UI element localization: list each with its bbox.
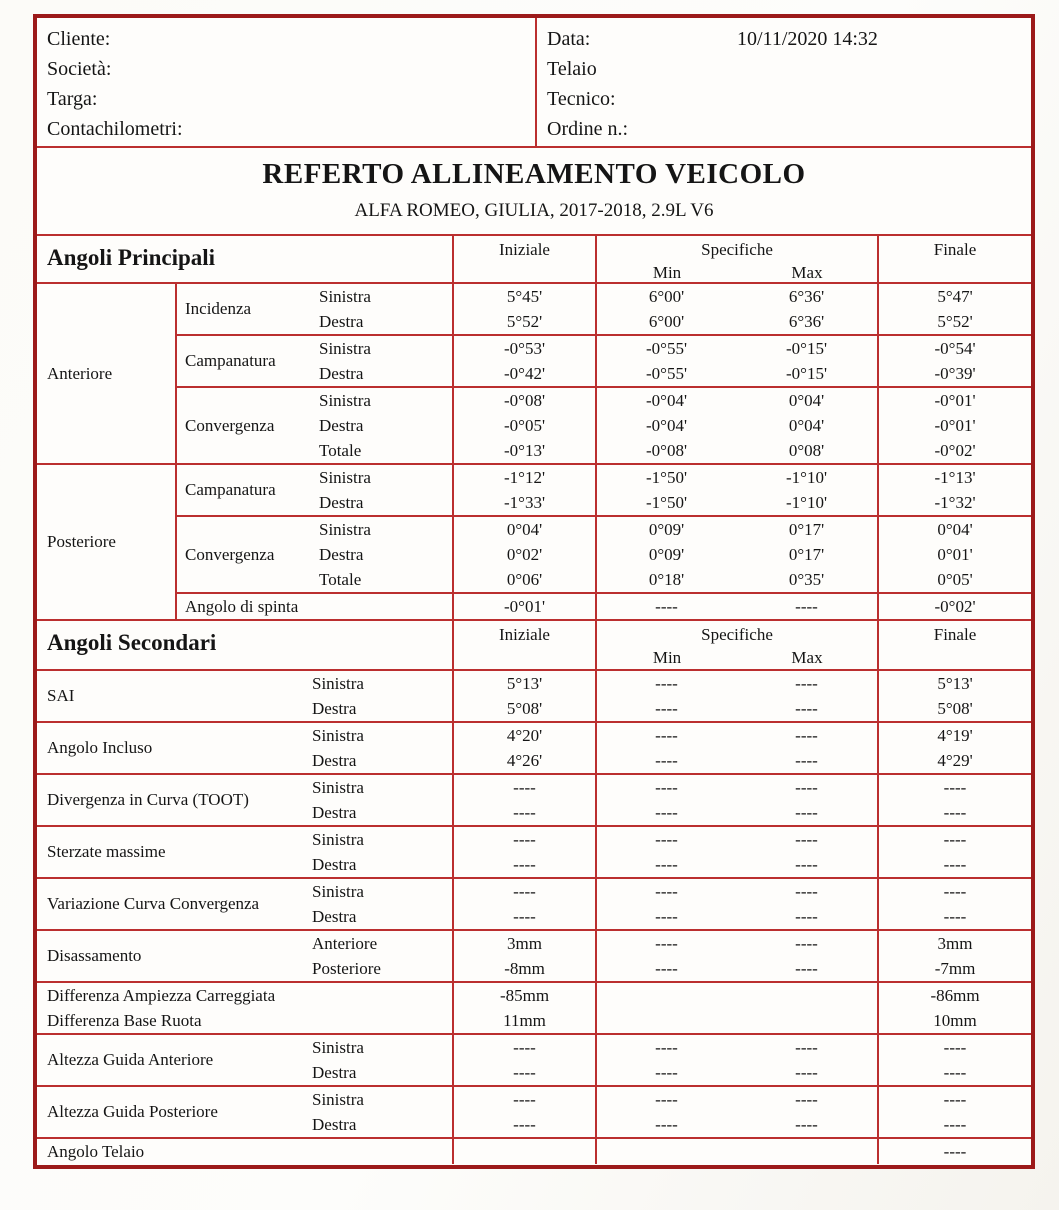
value-max: ---- <box>795 882 818 901</box>
group-disassamento <box>37 929 1031 981</box>
side-label: Sinistra <box>319 390 371 410</box>
value-min: ---- <box>595 748 736 773</box>
group-altezza-guida-anteriore <box>37 1033 1031 1085</box>
value-max: 6°36' <box>788 312 825 331</box>
field-targa: Targa: <box>47 88 98 110</box>
value-max: -1°10' <box>785 493 828 512</box>
value-finale: -0°02' <box>877 594 1031 619</box>
value-iniziale: -8mm <box>452 956 595 981</box>
side-label: Destra <box>312 750 357 770</box>
group-campanatura-ant <box>177 334 1031 386</box>
header-block <box>37 18 1031 148</box>
field-telaio-label: Telaio <box>547 58 597 80</box>
value-finale: -7mm <box>877 956 1031 981</box>
value-min: 0°09' <box>595 517 736 542</box>
side-label: Sinistra <box>319 338 371 358</box>
value-finale: -0°01' <box>877 413 1031 438</box>
value-iniziale: ---- <box>452 1112 595 1137</box>
side-label: Destra <box>312 1114 357 1134</box>
column-header-specifiche <box>595 621 877 669</box>
value-iniziale: ---- <box>452 904 595 929</box>
value-iniziale: 0°04' <box>452 517 595 542</box>
side-label: Anteriore <box>312 933 378 953</box>
min-max-subheader <box>597 263 877 283</box>
specifiche-empty-cell <box>595 983 877 1033</box>
value-max: ---- <box>795 726 818 745</box>
value-iniziale: 5°13' <box>452 671 595 696</box>
column-header-min: Min <box>652 648 682 667</box>
value-finale: -1°32' <box>877 490 1031 515</box>
report-sheet <box>33 14 1035 1169</box>
side-label: Destra <box>312 1062 357 1082</box>
group-convergenza-post <box>177 515 1031 592</box>
value-iniziale: ---- <box>452 879 595 904</box>
value-min: ---- <box>595 827 736 852</box>
value-max: 0°04' <box>788 416 825 435</box>
column-header-specifiche <box>595 236 877 283</box>
value-max: 0°35' <box>788 570 825 589</box>
group-convergenza-ant <box>177 386 1031 463</box>
value-finale: 4°29' <box>877 748 1031 773</box>
value-finale: 5°52' <box>877 309 1031 334</box>
value-iniziale <box>452 1139 595 1164</box>
value-finale: -0°01' <box>877 388 1031 413</box>
row-label: Disassamento <box>47 946 142 965</box>
value-iniziale: -0°53' <box>452 336 595 361</box>
angle-label: Campanatura <box>185 351 276 370</box>
value-min: -0°55' <box>595 336 736 361</box>
value-min: ---- <box>595 696 736 721</box>
value-iniziale: 11mm <box>452 1008 595 1033</box>
value-finale: 0°04' <box>877 517 1031 542</box>
value-iniziale: -0°08' <box>452 388 595 413</box>
value-max: ---- <box>795 803 818 822</box>
value-max: ---- <box>795 597 818 616</box>
side-label: Totale <box>319 569 362 589</box>
value-finale: ---- <box>877 1139 1031 1164</box>
area-label-posteriore: Posteriore <box>37 465 177 619</box>
value-max: -0°15' <box>785 364 828 383</box>
posteriore-area <box>37 463 1031 619</box>
value-finale: 10mm <box>877 1008 1031 1033</box>
field-data-label: Data: <box>547 28 591 50</box>
value-max: ---- <box>795 778 818 797</box>
angle-label: Convergenza <box>185 544 275 564</box>
row-label: Divergenza in Curva (TOOT) <box>47 790 249 809</box>
value-min: -0°04' <box>595 388 736 413</box>
value-max: 0°17' <box>788 520 825 539</box>
field-contachilometri: Contachilometri: <box>47 118 183 140</box>
value-finale: -0°02' <box>877 438 1031 463</box>
value-iniziale: ---- <box>452 852 595 877</box>
value-min: -0°08' <box>595 438 736 463</box>
row-label: Altezza Guida Anteriore <box>47 1050 214 1069</box>
angle-label: Campanatura <box>185 480 276 499</box>
min-max-subheader <box>597 648 877 668</box>
value-min: ---- <box>595 1112 736 1137</box>
value-min: ---- <box>595 594 736 619</box>
side-label: Destra <box>319 311 364 331</box>
column-header-max: Max <box>791 263 823 282</box>
value-min: ---- <box>595 879 736 904</box>
value-iniziale: ---- <box>452 1060 595 1085</box>
value-max: ---- <box>795 934 818 953</box>
side-label: Sinistra <box>319 286 371 306</box>
value-max: ---- <box>795 674 818 693</box>
group-divergenza-toot <box>37 773 1031 825</box>
value-max: ---- <box>795 751 818 770</box>
group-angolo-incluso <box>37 721 1031 773</box>
value-iniziale: 5°45' <box>452 284 595 309</box>
value-min: ---- <box>595 671 736 696</box>
title-block <box>37 148 1031 236</box>
field-ordine <box>547 114 1031 144</box>
value-max: ---- <box>795 855 818 874</box>
value-max: ---- <box>795 830 818 849</box>
group-angolo-di-spinta <box>177 592 1031 619</box>
value-max: ---- <box>795 959 818 978</box>
value-min: ---- <box>595 931 736 956</box>
value-iniziale: -1°33' <box>452 490 595 515</box>
value-max: 0°08' <box>788 441 825 460</box>
value-min: ---- <box>595 1060 736 1085</box>
side-label: Destra <box>312 802 357 822</box>
column-header-finale: Finale <box>877 236 1031 283</box>
value-max: ---- <box>795 1090 818 1109</box>
angle-label: Convergenza <box>185 415 275 435</box>
value-finale: 5°08' <box>877 696 1031 721</box>
value-min: ---- <box>595 1035 736 1060</box>
value-iniziale: -0°13' <box>452 438 595 463</box>
group-incidenza <box>177 284 1031 334</box>
value-finale: ---- <box>877 775 1031 800</box>
row-label: Differenza Ampiezza Carreggiata <box>47 985 276 1005</box>
field-tecnico-label: Tecnico: <box>547 88 616 110</box>
value-min: 0°18' <box>595 567 736 592</box>
secondari-section-title: Angoli Secondari <box>47 630 217 655</box>
value-min: ---- <box>595 800 736 825</box>
value-finale: 0°01' <box>877 542 1031 567</box>
value-iniziale: 4°20' <box>452 723 595 748</box>
value-iniziale: 5°08' <box>452 696 595 721</box>
value-iniziale: ---- <box>452 827 595 852</box>
value-max: ---- <box>795 907 818 926</box>
side-label: Destra <box>312 906 357 926</box>
value-finale: ---- <box>877 879 1031 904</box>
group-campanatura-post <box>177 465 1031 515</box>
value-min: ---- <box>595 1087 736 1112</box>
field-ordine-value <box>737 114 1031 144</box>
value-finale: 4°19' <box>877 723 1031 748</box>
area-label-anteriore: Anteriore <box>37 284 177 463</box>
value-min: ---- <box>595 723 736 748</box>
value-max: 0°04' <box>788 391 825 410</box>
row-label: Differenza Base Ruota <box>47 1010 202 1030</box>
value-iniziale: -0°05' <box>452 413 595 438</box>
value-min: ---- <box>595 852 736 877</box>
value-min: -1°50' <box>595 465 736 490</box>
side-label: Destra <box>312 854 357 874</box>
column-header-finale: Finale <box>877 621 1031 669</box>
field-ordine-label: Ordine n.: <box>547 118 629 140</box>
column-header-max: Max <box>791 648 823 667</box>
value-finale: -86mm <box>877 983 1031 1008</box>
value-finale: 3mm <box>877 931 1031 956</box>
value-min: -0°04' <box>595 413 736 438</box>
value-finale: ---- <box>877 1112 1031 1137</box>
value-iniziale: ---- <box>452 775 595 800</box>
value-finale: ---- <box>877 1035 1031 1060</box>
posteriore-groups <box>177 465 1031 619</box>
value-iniziale: -0°01' <box>452 594 595 619</box>
group-angolo-telaio <box>37 1137 1031 1164</box>
value-max: ---- <box>795 699 818 718</box>
group-differenze <box>37 981 1031 1033</box>
side-label: Sinistra <box>312 777 364 797</box>
value-iniziale: 0°06' <box>452 567 595 592</box>
row-label: Variazione Curva Convergenza <box>47 894 260 913</box>
side-label: Sinistra <box>312 829 364 849</box>
value-finale: ---- <box>877 1087 1031 1112</box>
value-finale: -1°13' <box>877 465 1031 490</box>
value-min: 6°00' <box>595 284 736 309</box>
value-iniziale: ---- <box>452 1035 595 1060</box>
side-label: Sinistra <box>319 467 371 487</box>
row-label: Altezza Guida Posteriore <box>47 1102 218 1121</box>
anteriore-area <box>37 284 1031 463</box>
side-label: Destra <box>312 698 357 718</box>
field-telaio-value <box>737 54 1031 84</box>
group-sai <box>37 671 1031 721</box>
value-iniziale: ---- <box>452 1087 595 1112</box>
group-sterzate-massime <box>37 825 1031 877</box>
principali-header-row <box>37 236 1031 284</box>
side-label: Sinistra <box>312 1037 364 1057</box>
field-societa: Società: <box>47 58 112 80</box>
side-label: Sinistra <box>312 673 364 693</box>
value-max: ---- <box>795 1038 818 1057</box>
document-title: REFERTO ALLINEAMENTO VEICOLO <box>262 158 806 190</box>
side-label: Sinistra <box>312 725 364 745</box>
angle-label: Angolo di spinta <box>185 596 299 616</box>
field-tecnico <box>547 84 1031 114</box>
value-iniziale: -0°42' <box>452 361 595 386</box>
value-iniziale: 0°02' <box>452 542 595 567</box>
value-max: ---- <box>795 1063 818 1082</box>
value-min: ---- <box>595 775 736 800</box>
field-tecnico-value <box>737 84 1031 114</box>
row-label: Angolo Incluso <box>47 738 153 757</box>
value-iniziale: 5°52' <box>452 309 595 334</box>
side-label: Totale <box>319 440 362 460</box>
field-data <box>547 24 1031 54</box>
value-min: ---- <box>595 956 736 981</box>
row-label: Angolo Telaio <box>47 1141 145 1161</box>
value-finale: 0°05' <box>877 567 1031 592</box>
value-max: 0°17' <box>788 545 825 564</box>
side-label: Destra <box>319 415 364 435</box>
angle-label: Incidenza <box>185 299 252 318</box>
side-label: Sinistra <box>312 881 364 901</box>
specifiche-empty-cell <box>595 1139 877 1164</box>
value-min: 0°09' <box>595 542 736 567</box>
column-header-iniziale: Iniziale <box>452 236 595 283</box>
vehicle-subtitle: ALFA ROMEO, GIULIA, 2017-2018, 2.9L V6 <box>354 200 714 221</box>
value-iniziale: 4°26' <box>452 748 595 773</box>
group-variazione-curva <box>37 877 1031 929</box>
value-iniziale: -1°12' <box>452 465 595 490</box>
side-label: Sinistra <box>312 1089 364 1109</box>
value-finale: ---- <box>877 852 1031 877</box>
value-min: 6°00' <box>595 309 736 334</box>
side-label: Destra <box>319 363 364 383</box>
value-min: ---- <box>595 904 736 929</box>
anteriore-groups <box>177 284 1031 463</box>
value-iniziale: -85mm <box>452 983 595 1008</box>
value-finale: ---- <box>877 1060 1031 1085</box>
value-max: ---- <box>795 1115 818 1134</box>
value-max: -1°10' <box>785 468 828 487</box>
value-min: -0°55' <box>595 361 736 386</box>
row-label: Sterzate massime <box>47 842 166 861</box>
side-label: Destra <box>319 544 364 564</box>
row-label: SAI <box>47 686 75 705</box>
field-data-value: 10/11/2020 14:32 <box>737 28 878 50</box>
principali-section-title: Angoli Principali <box>47 245 216 270</box>
value-max: 6°36' <box>788 287 825 306</box>
secondari-header-row <box>37 619 1031 671</box>
value-iniziale: 3mm <box>452 931 595 956</box>
value-max: -0°15' <box>785 339 828 358</box>
value-finale: ---- <box>877 904 1031 929</box>
value-finale: 5°13' <box>877 671 1031 696</box>
value-finale: 5°47' <box>877 284 1031 309</box>
specifiche-label: Specifiche <box>701 240 773 259</box>
header-right <box>535 18 1031 146</box>
side-label: Sinistra <box>319 519 371 539</box>
value-iniziale: ---- <box>452 800 595 825</box>
specifiche-label: Specifiche <box>701 625 773 644</box>
side-label: Destra <box>319 492 364 512</box>
value-finale: -0°54' <box>877 336 1031 361</box>
field-telaio <box>547 54 1031 84</box>
column-header-iniziale: Iniziale <box>452 621 595 669</box>
value-finale: ---- <box>877 827 1031 852</box>
side-label: Posteriore <box>312 958 381 978</box>
value-finale: -0°39' <box>877 361 1031 386</box>
secondari-blocks <box>37 671 1031 1164</box>
group-altezza-guida-posteriore <box>37 1085 1031 1137</box>
value-min: -1°50' <box>595 490 736 515</box>
value-finale: ---- <box>877 800 1031 825</box>
field-cliente: Cliente: <box>47 28 111 50</box>
header-left <box>37 18 535 146</box>
column-header-min: Min <box>652 263 682 282</box>
